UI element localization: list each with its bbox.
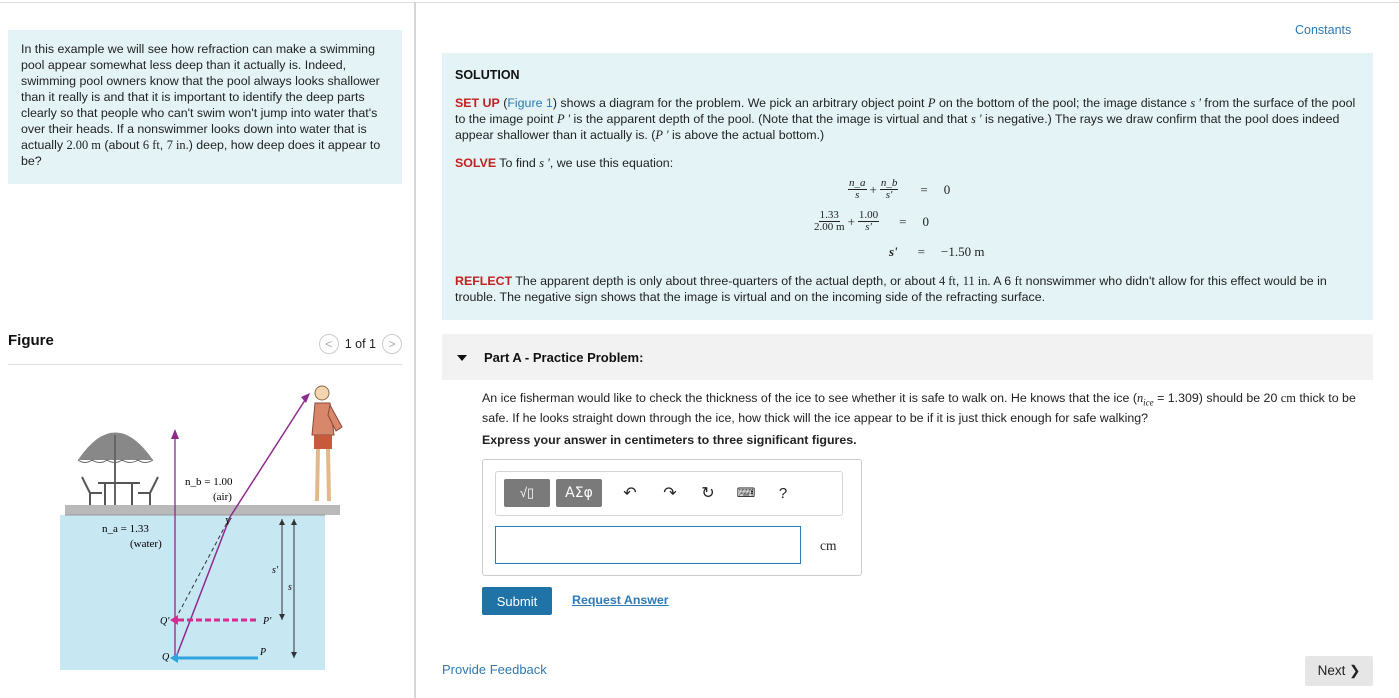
- figure-title: Figure: [8, 332, 54, 349]
- na-label: n_a = 1.33: [102, 523, 149, 535]
- problem-text: An ice fisherman would like to check the thickness of the ice to see whether it is safe to walk on. He knows that the ice $(n_{ice} = 1.309)$ should be 20 cm thick to be safe. If he looks straight down through the ice, how thick will the ice appear to be if it is just thick enough for safe walking?: [482, 391, 1356, 426]
- next-figure-button[interactable]: [382, 334, 402, 354]
- templates-button[interactable]: [504, 479, 550, 507]
- intro-text: In this example we will see how refraction can make a swimming pool appear somewhat less deep than it actually is. Indeed, swimming pool owners know that the pool always looks shallower than it really is and that it is important to identify the deep parts clearly so that people who can't swim won't jump into water that's over their heads. If a nonswimmer looks down into water that is actually 2.00 m (about 6 ft, 7 in.) deep, how deep does it appear to be?: [8, 30, 402, 184]
- reflect-paragraph: REFLECT The apparent depth is only about three-quarters of the actual depth, or about 4 ft, 11 in. A 6 ft nonswimmer who didn't allow for this effect would be in trouble. The negative sign shows that the image is virtual and on the incoming side of the refracting surface.: [455, 274, 1327, 304]
- water-label: (water): [130, 538, 162, 550]
- equation-1: $\frac{n\_a}{s}$ + $\frac{n\_b}{s'}$ = 0: [849, 177, 951, 201]
- pager-text: 1 of 1: [344, 337, 376, 351]
- templates-icon: √▯: [519, 485, 535, 500]
- math-toolbar: [495, 471, 843, 516]
- solution-heading: SOLUTION: [455, 68, 520, 82]
- provide-feedback-link[interactable]: Provide Feedback: [442, 662, 547, 677]
- collapse-triangle-icon[interactable]: [457, 355, 467, 361]
- part-a-header[interactable]: [442, 334, 1373, 380]
- pool-diagram: [60, 375, 350, 675]
- next-button[interactable]: Next ❯: [1305, 656, 1373, 686]
- symbols-button[interactable]: ΑΣφ: [556, 479, 602, 507]
- answer-box: [482, 459, 862, 576]
- help-button[interactable]: ?: [778, 484, 788, 502]
- P-prime-label: P': [263, 616, 272, 627]
- constants-link[interactable]: Constants: [1295, 23, 1352, 37]
- redo-icon[interactable]: ↷: [663, 485, 677, 502]
- setup-paragraph: SET UP (Figure 1) shows a diagram for the problem. We pick an arbitrary object point P on the bottom of the pool; the image distance s ' from the surface of the pool to the image point P ' is the apparent depth of the pool. (Note that the image is virtual and that s ' is negative.) The rays we draw confirm that the pool does indeed appear shallower than it actually is. (P ' is above the actual bottom.): [455, 96, 1356, 142]
- P-label: P: [260, 647, 267, 658]
- prev-figure-button[interactable]: [319, 334, 339, 354]
- chevron-left-icon: <: [325, 337, 333, 351]
- figure-pager: [319, 334, 402, 354]
- refracted-ray: [230, 397, 307, 517]
- table-chairs-icon: [82, 477, 158, 505]
- figure-header: [8, 330, 402, 365]
- solve-paragraph: SOLVE To find s ', we use this equation:: [455, 156, 674, 170]
- part-a-title: Part A - Practice Problem:: [484, 350, 644, 365]
- pool-water: [60, 515, 325, 670]
- pool-deck: [65, 505, 340, 515]
- Q-label: Q: [162, 652, 170, 663]
- air-label: (air): [213, 491, 232, 503]
- chevron-right-icon: >: [388, 337, 396, 351]
- answer-input[interactable]: [495, 526, 801, 564]
- V-label: V: [225, 517, 232, 528]
- Q-prime-label: Q': [160, 616, 170, 627]
- answer-unit: cm: [820, 538, 837, 553]
- express-instruction: Express your answer in centimeters to three significant figures.: [482, 433, 857, 447]
- s-label: s: [288, 582, 292, 593]
- solution-box: [442, 53, 1373, 320]
- keyboard-icon[interactable]: ⌨: [736, 485, 756, 500]
- equation-3: s' = −1.50 m: [889, 244, 985, 259]
- top-border: [0, 2, 1399, 3]
- reset-icon[interactable]: ↻: [701, 485, 715, 502]
- nb-label: n_b = 1.00: [185, 476, 233, 488]
- figure-link[interactable]: Figure 1: [507, 96, 553, 110]
- request-answer-link[interactable]: Request Answer: [572, 593, 669, 607]
- undo-icon[interactable]: ↶: [623, 485, 637, 502]
- s-prime-label: s': [272, 565, 279, 576]
- equation-2: $\frac{1.33}{2.00 m}$ + $\frac{1.00}{s'}$ = 0: [814, 209, 929, 233]
- panel-divider: [414, 2, 416, 698]
- submit-button[interactable]: Submit: [482, 587, 552, 615]
- person-icon: [312, 386, 342, 501]
